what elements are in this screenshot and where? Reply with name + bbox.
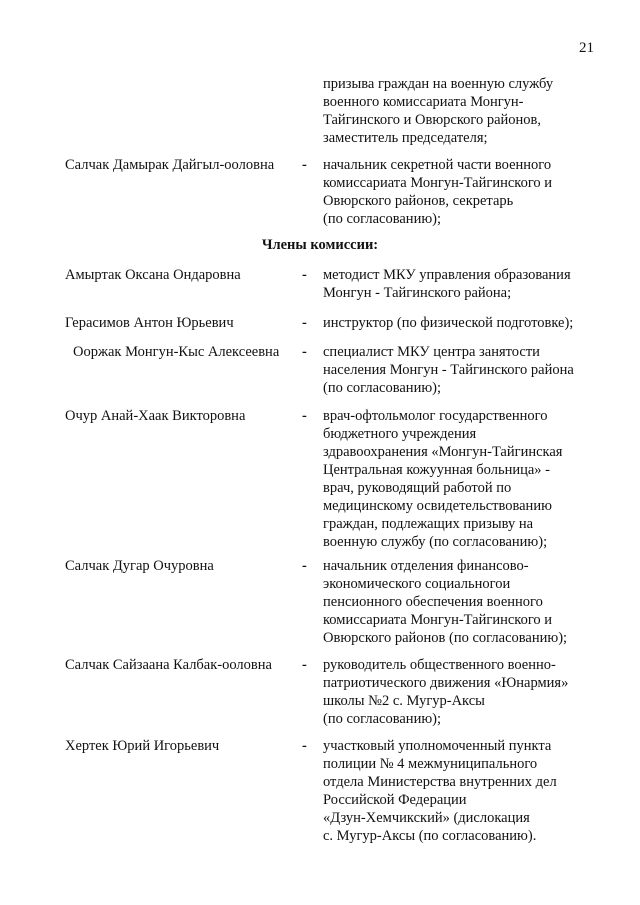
description-line: патриотического движения «Юнармия»: [323, 675, 569, 691]
description-line: специалист МКУ центра занятости: [323, 344, 540, 360]
member-dash: -: [302, 657, 307, 673]
member-name: Герасимов Антон Юрьевич: [65, 315, 234, 331]
description-line: руководитель общественного военно-: [323, 657, 556, 673]
description-line: военного комиссариата Монгун-: [323, 94, 524, 110]
description-line: комиссариата Монгун-Тайгинского и: [323, 175, 553, 191]
member-name: Ооржак Монгун-Кыс Алексеевна: [73, 344, 280, 360]
members-heading: Члены комиссии:: [261, 237, 379, 253]
description-line: граждан, подлежащих призыву на: [323, 516, 534, 532]
description-line: врач, руководящий работой по: [323, 480, 512, 496]
member-description: [323, 343, 598, 397]
description-line: школы №2 с. Мугур-Аксы: [323, 693, 485, 709]
description-line: методист МКУ управления образования: [323, 267, 571, 283]
member-name: Салчак Дугар Очуровна: [65, 558, 214, 574]
description-line: (по согласованию);: [323, 711, 442, 727]
member-name: Хертек Юрий Игорьевич: [65, 738, 220, 754]
secretary-name: Салчак Дамырак Дайгыл-ооловна: [65, 157, 275, 173]
description-line: «Дзун-Хемчикский» (дислокация: [323, 810, 530, 826]
description-line: с. Мугур-Аксы (по согласованию).: [323, 828, 537, 844]
description-line: Овюрского районов, секретарь: [323, 193, 514, 209]
description-line: (по согласованию);: [323, 380, 442, 396]
member-dash: -: [302, 344, 307, 360]
description-line: призыва граждан на военную службу: [323, 76, 554, 92]
description-line: инструктор (по физической подготовке);: [323, 315, 574, 331]
description-line: полиции № 4 межмуниципального: [323, 756, 538, 772]
description-line: заместитель председателя;: [323, 130, 488, 146]
description-line: комиссариата Монгун-Тайгинского и: [323, 612, 553, 628]
member-dash: -: [302, 738, 307, 754]
member-name: Амыртак Оксана Ондаровна: [65, 267, 241, 283]
description-line: Тайгинского и Овюрского районов,: [323, 112, 542, 128]
description-line: здравоохранения «Монгун-Тайгинская: [323, 444, 563, 460]
description-line: экономического социальногои: [323, 576, 511, 592]
member-name: Очур Анай-Хаак Викторовна: [65, 408, 246, 424]
member-dash: -: [302, 315, 307, 331]
description-line: бюджетного учреждения: [323, 426, 477, 442]
description-line: врач-офтольмолог государственного: [323, 408, 548, 424]
member-description: [323, 407, 598, 551]
description-line: населения Монгун - Тайгинского района: [323, 362, 574, 378]
description-line: начальник секретной части военного: [323, 157, 552, 173]
description-line: Российской Федерации: [323, 792, 467, 808]
description-line: (по согласованию);: [323, 211, 442, 227]
member-description: [323, 266, 598, 302]
page-number: 21: [579, 40, 594, 56]
member-description: [323, 737, 598, 845]
continuation-description: [323, 75, 598, 147]
description-line: Центральная кожуунная больница» -: [323, 462, 551, 478]
member-dash: -: [302, 408, 307, 424]
description-line: пенсионного обеспечения военного: [323, 594, 543, 610]
description-line: Овюрского районов (по согласованию);: [323, 630, 568, 646]
secretary-description: [323, 156, 598, 228]
member-name: Салчак Сайзаана Калбак-ооловна: [65, 657, 272, 673]
member-description: [323, 656, 598, 728]
member-description: [323, 557, 598, 647]
description-line: Монгун - Тайгинского района;: [323, 285, 512, 301]
member-dash: -: [302, 558, 307, 574]
secretary-dash: -: [302, 157, 307, 173]
description-line: начальник отделения финансово-: [323, 558, 529, 574]
member-description: [323, 314, 598, 332]
description-line: медицинскому освидетельствованию: [323, 498, 552, 514]
member-dash: -: [302, 267, 307, 283]
description-line: отдела Министерства внутренних дел: [323, 774, 557, 790]
description-line: участковый уполномоченный пункта: [323, 738, 552, 754]
description-line: военную службу (по согласованию);: [323, 534, 548, 550]
